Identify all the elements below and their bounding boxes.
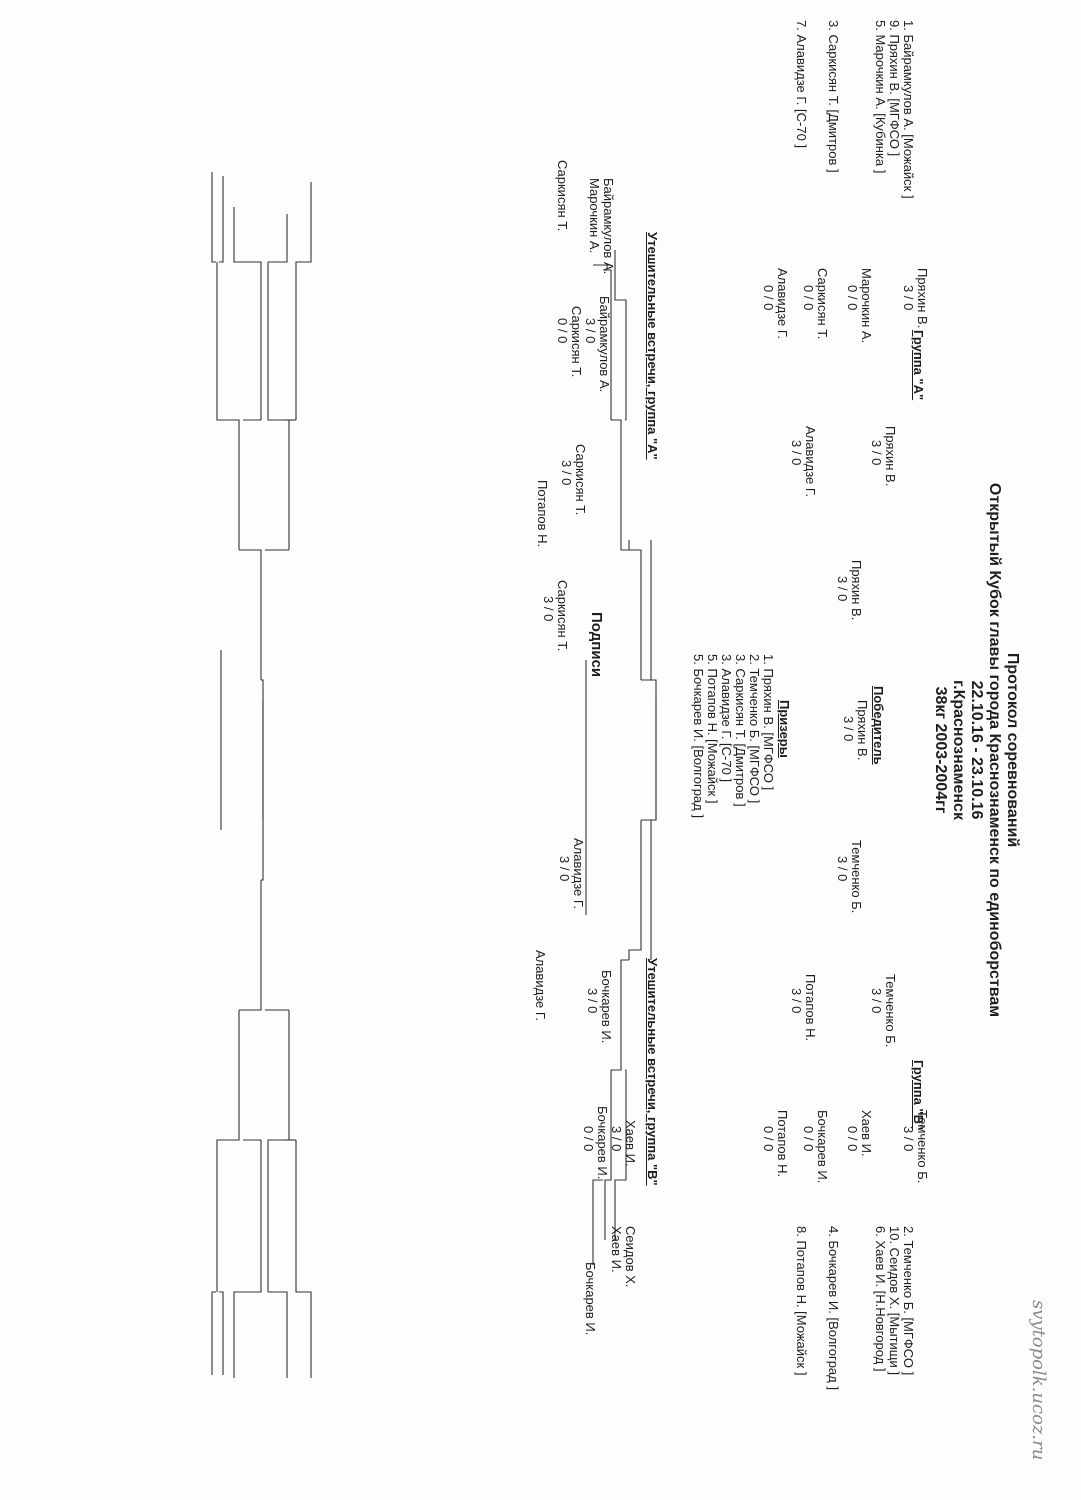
consolation-a-final-name: Саркисян Т.: [555, 580, 570, 652]
group-a-final-name: Пряхин В.: [849, 560, 864, 621]
winner-name: Пряхин В.: [855, 700, 870, 761]
consolation-a-r1-score: 0 / 0: [555, 318, 570, 344]
line-b-entrant-10: [219, 1292, 223, 1375]
line-a-r2-pryakhin: [239, 550, 261, 680]
line-b-entrant-2: [212, 1292, 216, 1375]
consolation-b-r2-score: 3 / 0: [585, 988, 600, 1014]
group-b-r2-name: Темченко Б.: [883, 974, 898, 1048]
line-a-entrant-5: [234, 207, 261, 420]
consolation-b-title: Утешительные встречи, группа "В": [645, 958, 660, 1186]
consolation-b-r1-score: 0 / 0: [581, 1126, 596, 1152]
group-b-r2-name: Потапов Н.: [803, 974, 818, 1042]
group-b-final-name: Темченко Б.: [849, 840, 864, 914]
group-a-r1-name: Алавидзе Г.: [775, 268, 790, 339]
prizes-title: Призеры: [777, 700, 792, 758]
line-cb-7: [641, 820, 651, 960]
group-b-entrant: 2. Темченко Б. [МГФСО ]: [901, 1226, 916, 1376]
line-a-r1-pryakhin: [217, 262, 239, 550]
prize-item: 5. Бочкарев И. [Волгоград ]: [691, 654, 706, 818]
consolation-b-r1-name: Хаев И.: [623, 1120, 638, 1167]
group-a-r1-name: Саркисян Т.: [815, 268, 830, 340]
protocol-title: Протокол соревнований: [1004, 652, 1021, 848]
consolation-b-r1-name: Бочкарев И.: [595, 1106, 610, 1180]
line-a-entrant-1: [212, 172, 216, 262]
group-a-r2-name: Алавидзе Г.: [803, 426, 818, 497]
consolation-a-title: Утешительные встречи, группа "А": [645, 232, 660, 460]
protocol-city: г.Краснознаменск: [950, 680, 967, 820]
group-a-entrant: 3. Саркисян Т. [Дмитров ]: [826, 20, 841, 173]
group-a-r1-name: Пряхин В.: [915, 268, 930, 329]
group-b-final-score: 3 / 0: [835, 856, 850, 882]
consolation-b-r2-name: Бочкарев И.: [599, 970, 614, 1044]
group-a-title: Группа "А": [911, 330, 926, 401]
group-b-entrant: 4. Бочкарев И. [Волгоград ]: [826, 1226, 841, 1390]
group-a-r2-score: 3 / 0: [789, 440, 804, 466]
group-b-entrant: 10. Сеидов Х. [Мытищи ]: [887, 1226, 902, 1375]
line-b-entrant-6: [234, 1140, 261, 1378]
group-a-entrant: 5. Марочкин А. [Кубинка ]: [873, 20, 888, 174]
group-a-r1-score: 0 / 0: [845, 285, 860, 311]
group-b-r2-score: 3 / 0: [789, 988, 804, 1014]
prize-item: 3. Саркисян Т. [Дмитров ]: [733, 654, 748, 807]
group-b-r1-name: Темченко Б.: [915, 1110, 930, 1184]
group-a-r1-score: 3 / 0: [901, 285, 916, 311]
line-ca-7: [641, 540, 651, 680]
group-b-r1-score: 0 / 0: [801, 1126, 816, 1152]
group-a-r1-name: Марочкин А.: [859, 268, 874, 344]
protocol-subtitle: Открытый Кубок главы города Краснознаменск по единоборствам: [986, 482, 1003, 1018]
group-b-entrant: 6. Хаев И. [Н.Новгород ]: [873, 1226, 888, 1372]
group-b-entrant: 8. Потапов Н. [Можайск ]: [794, 1226, 809, 1376]
line-b-final: [261, 700, 263, 880]
winner-title: Победитель: [871, 686, 886, 765]
group-a-r1-score: 0 / 0: [761, 285, 776, 311]
line-a-entrant-9: [219, 176, 223, 262]
consolation-a-r1-score: 3 / 0: [583, 318, 598, 344]
winner-score: 3 / 0: [841, 716, 856, 742]
consolation-a-potapov: Потапов Н.: [535, 480, 550, 548]
group-a-entrant: 9. Пряхин В. [МГФСО ]: [887, 20, 902, 157]
consolation-a-r1-name: Саркисян Т.: [569, 306, 584, 378]
line-a-r1-sarkisyan: [268, 262, 289, 550]
consolation-a-entrant: Байрамкулов А.: [601, 178, 616, 275]
group-b-r1-score: 3 / 0: [901, 1126, 916, 1152]
group-a-entrant: 7. Алавидзе Г. [С-70 ]: [794, 20, 809, 149]
watermark: svytopolk.ucoz.ru: [1028, 1300, 1049, 1461]
consolation-b-final-score: 3 / 0: [557, 856, 572, 882]
consolation-a-r2-name: Саркисян Т.: [573, 444, 588, 516]
signature-label: Подписи: [588, 612, 605, 678]
consolation-a-r1-name: Байрамкулов А.: [597, 296, 612, 393]
group-b-r1-name: Хаев И.: [859, 1110, 874, 1157]
line-a-entrant-3: [268, 214, 287, 262]
line-cb-8: [641, 700, 656, 820]
protocol-category: 38кг 2003-2004гг: [932, 686, 949, 814]
group-b-r1-name: Потапов Н.: [775, 1110, 790, 1178]
protocol-dates: 22.10.16 - 23.10.16: [968, 680, 985, 820]
consolation-b-entrant: Сеидов Х.: [623, 1226, 638, 1288]
line-b-r2-temchenko: [239, 880, 261, 1010]
consolation-a-entrant: Марочкин А.: [587, 178, 602, 254]
consolation-b-alavidze: Алавидзе Г.: [533, 950, 548, 1021]
consolation-a-entrant: Саркисян Т.: [555, 160, 570, 232]
line-cb-6: [629, 820, 641, 960]
group-b-r1-score: 0 / 0: [845, 1126, 860, 1152]
prize-item: 2. Темченко Б. [МГФСО ]: [747, 654, 762, 804]
prize-item: 5. Потапов Н. [Можайск ]: [705, 654, 720, 804]
group-a-r2-score: 3 / 0: [869, 440, 884, 466]
line-b-r1-bochkarev: [268, 1010, 289, 1292]
line-ca-8: [641, 680, 656, 820]
consolation-b-final-name: Алавидзе Г.: [571, 838, 586, 909]
line-ca-3: [615, 250, 626, 420]
group-a-entrant: 1. Байрамкулов А. [Можайск ]: [901, 20, 916, 199]
line-ca-6: [629, 540, 641, 680]
group-a-final-score: 3 / 0: [835, 576, 850, 602]
group-a-r1-score: 0 / 0: [801, 285, 816, 311]
group-b-title: Группа "В": [911, 1060, 926, 1131]
line-b-entrant-4: [268, 1292, 287, 1378]
line-a-entrant-7: [296, 182, 311, 420]
group-b-r2-score: 3 / 0: [869, 988, 884, 1014]
consolation-b-r1-score: 3 / 0: [609, 1126, 624, 1152]
group-b-r1-name: Бочкарев И.: [815, 1110, 830, 1184]
consolation-a-r2-score: 3 / 0: [559, 460, 574, 486]
line-b-entrant-8: [296, 1140, 311, 1378]
consolation-b-entrant: Бочкарев И.: [583, 1262, 598, 1336]
prize-item: 3. Алавидзе Г. [С-70 ]: [719, 654, 734, 783]
group-a-r2-name: Пряхин В.: [883, 426, 898, 487]
consolation-b-entrant: Хаев И.: [609, 1226, 624, 1273]
prize-item: 1. Пряхин В. [МГФСО ]: [761, 654, 776, 791]
group-b-r1-score: 0 / 0: [761, 1126, 776, 1152]
line-b-r1-temchenko: [217, 1010, 239, 1292]
consolation-a-final-score: 3 / 0: [541, 596, 556, 622]
line-ca-4: [611, 420, 629, 550]
line-cb-3: [593, 1180, 603, 1265]
